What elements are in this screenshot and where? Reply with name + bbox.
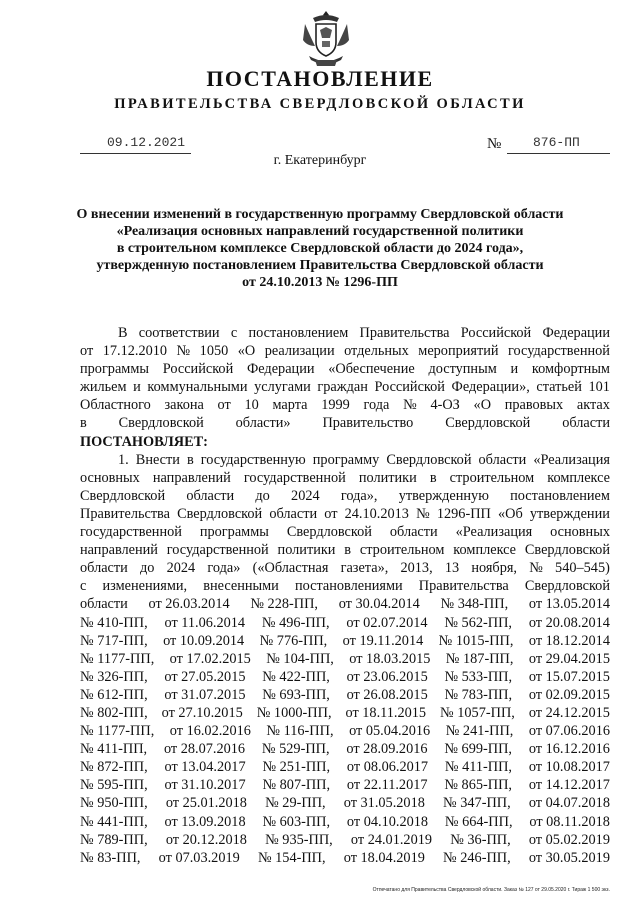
body-word: программы xyxy=(199,524,269,541)
body-word: от 19.11.2014 xyxy=(342,632,424,649)
body-word: от xyxy=(217,397,231,414)
body-word: реализации xyxy=(264,343,335,360)
body-word: № 410-ПП, xyxy=(80,614,148,631)
body-word: услугами xyxy=(254,379,311,396)
body-word: от 04.07.2018 xyxy=(528,795,610,812)
body-word: от 27.05.2015 xyxy=(164,668,246,685)
body-word: № 802-ПП, xyxy=(80,704,148,721)
body-word: от 10.09.2014 xyxy=(163,632,245,649)
document-body xyxy=(80,324,610,867)
body-word: Правительства xyxy=(359,325,450,341)
body-line xyxy=(80,722,610,740)
body-word: Свердловской xyxy=(524,578,610,595)
body-word: от 13.09.2018 xyxy=(164,813,246,830)
body-word: от 04.10.2018 xyxy=(346,813,429,830)
body-word: изменениями, xyxy=(102,578,188,595)
body-word: жильем xyxy=(80,379,127,396)
body-line xyxy=(80,414,610,432)
body-word: 24.10.2013 xyxy=(344,505,409,522)
document-heading xyxy=(60,206,580,291)
body-word: «Об xyxy=(498,505,523,522)
body-word: марта xyxy=(272,397,308,414)
body-word: Свердловской xyxy=(118,415,204,432)
body-word: № 441-ПП, xyxy=(80,813,148,830)
body-word: «Реализация xyxy=(533,451,610,468)
body-line xyxy=(80,794,610,812)
body-word: от 30.05.2019 xyxy=(528,849,610,866)
body-line xyxy=(80,559,610,577)
body-word: ПОСТАНОВЛЯЕТ: xyxy=(80,433,208,450)
body-word: от 28.09.2016 xyxy=(346,741,428,758)
body-word: № 36-ПП, xyxy=(450,831,511,848)
body-word: комплексе xyxy=(453,542,517,559)
body-word: № 1015-ПП, xyxy=(438,632,514,649)
body-word: от 17.02.2015 xyxy=(169,650,251,667)
body-word: области xyxy=(186,487,235,504)
body-word: от xyxy=(324,505,338,522)
body-word: № 422-ПП, xyxy=(262,668,330,685)
body-word: № 154-ПП, xyxy=(257,849,326,866)
body-word: № xyxy=(176,343,191,360)
body-word: № 104-ПП, xyxy=(266,650,334,667)
body-line xyxy=(80,378,610,396)
body-word: от 24.12.2015 xyxy=(528,704,610,721)
body-word: от 13.05.2014 xyxy=(528,596,610,613)
body-word: № 807-ПП, xyxy=(262,777,331,794)
body-word: 2024 xyxy=(166,560,196,577)
body-word: № 603-ПП, xyxy=(262,813,331,830)
body-line xyxy=(80,342,610,360)
body-word: области xyxy=(80,596,128,613)
body-line xyxy=(80,686,610,704)
body-word: от 31.10.2017 xyxy=(164,777,246,794)
body-word: в xyxy=(80,415,87,432)
body-word: от 08.06.2017 xyxy=(346,759,429,776)
body-word: от 11.06.2014 xyxy=(164,614,246,631)
body-word: от 05.04.2016 xyxy=(349,723,431,740)
body-word: Внести xyxy=(135,451,180,468)
body-word: № 872-ПП, xyxy=(80,759,148,776)
body-word: государственной xyxy=(80,524,182,541)
body-word: статьей xyxy=(536,379,582,396)
body-word: «О xyxy=(237,343,256,360)
body-word: 540–545) xyxy=(555,560,610,577)
body-word: утверждении xyxy=(529,505,610,522)
body-word: программы xyxy=(80,361,150,378)
heading-line: О внесении изменений в государственную программу Свердловской области xyxy=(76,207,564,222)
body-word: ноября, xyxy=(471,560,518,577)
body-word: № 251-ПП, xyxy=(262,759,331,776)
body-word: № 246-ПП, xyxy=(443,849,511,866)
body-word: («Областная xyxy=(252,560,329,577)
number-label: № xyxy=(487,136,502,152)
body-line xyxy=(80,632,610,650)
body-word: от 20.08.2014 xyxy=(528,614,610,631)
body-word: 13 xyxy=(444,560,460,577)
body-word: в xyxy=(429,469,437,486)
heading-line: «Реализация основных направлений государственной политики xyxy=(116,224,524,239)
body-word: внесенными xyxy=(203,578,279,595)
body-line xyxy=(80,505,610,523)
body-word: комплексе xyxy=(547,469,610,486)
body-word: № xyxy=(403,397,417,414)
body-word: № 326-ПП, xyxy=(80,668,148,685)
body-word: строительном xyxy=(449,469,535,486)
body-word: от 26.03.2014 xyxy=(148,596,230,613)
body-word: от xyxy=(80,343,94,360)
body-word: № 950-ПП, xyxy=(80,795,148,812)
body-line xyxy=(80,614,610,632)
body-word: «О xyxy=(473,397,492,414)
body-word: граждан xyxy=(317,379,368,396)
body-word: направлений xyxy=(152,469,231,486)
body-line xyxy=(80,758,610,776)
body-word: мероприятий xyxy=(418,343,499,360)
body-word: № 699-ПП, xyxy=(444,741,512,758)
body-word: области xyxy=(269,505,318,522)
body-line xyxy=(80,595,610,613)
body-word: постановлением xyxy=(510,487,610,504)
body-line xyxy=(80,577,610,595)
body-word: № 533-ПП, xyxy=(444,668,513,685)
body-word: коммунальными xyxy=(147,379,248,396)
body-word: Федерации», xyxy=(451,379,530,396)
body-word: области» xyxy=(235,415,291,432)
body-word: политики xyxy=(277,542,336,559)
body-word: от 18.04.2019 xyxy=(343,849,425,866)
body-word: 1296-ПП xyxy=(436,505,491,522)
body-word: 1. xyxy=(118,451,129,468)
body-word: № 228-ПП, xyxy=(250,596,318,613)
body-word: правовых xyxy=(504,397,564,414)
document-subtitle: ПРАВИТЕЛЬСТВА СВЕРДЛОВСКОЙ ОБЛАСТИ xyxy=(114,96,526,112)
body-word: от 16.12.2016 xyxy=(528,741,610,758)
body-line xyxy=(80,849,610,867)
body-word: № 865-ПП, xyxy=(444,777,512,794)
body-word: постановлением xyxy=(248,325,349,341)
body-line xyxy=(80,396,610,414)
body-word: Свердловской xyxy=(286,524,372,541)
body-word: от 18.11.2015 xyxy=(345,704,427,721)
body-word: доступным xyxy=(428,361,497,378)
body-word: области xyxy=(562,415,610,432)
body-word: № 562-ПП, xyxy=(444,614,512,631)
body-line xyxy=(80,487,610,505)
body-word: от 26.08.2015 xyxy=(346,686,428,703)
body-word: области xyxy=(389,524,438,541)
body-word: 2013, xyxy=(400,560,433,577)
body-word: Российской xyxy=(162,361,234,378)
document-number: 876-ПП xyxy=(533,135,580,150)
body-word: от 18.03.2015 xyxy=(349,650,431,667)
body-word: Свердловской xyxy=(386,451,472,468)
body-word: от 10.08.2017 xyxy=(528,759,610,776)
body-word: от 29.04.2015 xyxy=(528,650,610,667)
body-word: Правительство xyxy=(322,415,414,432)
body-word: программу xyxy=(312,451,380,468)
body-word: от 31.07.2015 xyxy=(164,686,246,703)
body-word: утвержденную xyxy=(398,487,489,504)
body-word: направлений xyxy=(80,542,158,559)
body-word: от 18.12.2014 xyxy=(528,632,610,649)
body-word: отдельных xyxy=(344,343,409,360)
body-word: от 24.01.2019 xyxy=(350,831,433,848)
body-word: № 789-ПП, xyxy=(80,831,148,848)
body-word: № 693-ПП, xyxy=(262,686,330,703)
document-date: 09.12.2021 xyxy=(107,135,186,150)
heading-line: утвержденную постановлением Правительства Свердловской области xyxy=(96,258,544,273)
body-word: Свердловской xyxy=(445,415,531,432)
body-word: с xyxy=(230,325,238,341)
body-line xyxy=(80,740,610,758)
body-word: от 08.11.2018 xyxy=(529,813,610,830)
body-line xyxy=(80,324,610,342)
body-word: соответствии xyxy=(138,325,220,341)
body-word: от 20.12.2018 xyxy=(165,831,247,848)
heading-line: в строительном комплексе Свердловской области до 2024 года», xyxy=(116,241,524,256)
body-word: № 187-ПП, xyxy=(445,650,514,667)
body-word: № 83-ПП, xyxy=(80,849,141,866)
body-word: от 15.07.2015 xyxy=(528,668,610,685)
body-word: области xyxy=(80,560,128,577)
body-word: № 783-ПП, xyxy=(444,686,513,703)
body-line xyxy=(80,776,610,794)
body-line xyxy=(80,433,610,451)
body-word: от 05.02.2019 xyxy=(528,831,610,848)
body-word: 10 xyxy=(244,397,259,414)
body-word: «Обеспечение xyxy=(328,361,415,378)
body-line xyxy=(80,668,610,686)
body-word: № 776-ПП, xyxy=(259,632,328,649)
body-word: Свердловской xyxy=(524,542,610,559)
body-word: Российской xyxy=(460,325,532,341)
body-word: основных xyxy=(550,524,610,541)
body-word: № 1177-ПП, xyxy=(80,723,155,740)
body-word: В xyxy=(118,325,128,341)
body-word: № xyxy=(529,560,543,577)
body-word: от 31.05.2018 xyxy=(343,795,425,812)
body-line xyxy=(80,523,610,541)
body-word: строительном xyxy=(359,542,445,559)
body-word: от 25.01.2018 xyxy=(165,795,247,812)
body-word: с xyxy=(80,578,87,595)
coat-of-arms-icon xyxy=(295,8,357,70)
body-word: актах xyxy=(576,397,610,414)
body-word: от 07.03.2019 xyxy=(158,849,240,866)
body-word: от 28.07.2016 xyxy=(163,741,246,758)
body-word: № 1057-ПП, xyxy=(440,704,515,721)
print-footer: Отпечатано для Правительства Свердловской области. Заказ № 127 от 29.05.2020 г. Тираж 1 500 экз. xyxy=(372,887,610,893)
body-word: Свердловской xyxy=(80,487,166,504)
body-line xyxy=(80,650,610,668)
body-word: № 411-ПП, xyxy=(444,759,512,776)
body-word: постановлениями xyxy=(294,578,403,595)
body-word: от 14.12.2017 xyxy=(528,777,610,794)
body-word: года», xyxy=(340,487,378,504)
body-word: 4-ОЗ xyxy=(430,397,460,414)
body-word: и xyxy=(133,379,141,396)
body-word: № 496-ПП, xyxy=(261,614,330,631)
body-word: от 23.06.2015 xyxy=(346,668,428,685)
body-word: государственную xyxy=(200,451,306,468)
body-word: Правительства xyxy=(80,505,170,522)
body-word: и xyxy=(510,361,519,378)
body-line xyxy=(80,469,610,487)
body-word: в xyxy=(344,542,352,559)
body-line xyxy=(80,451,610,469)
body-word: политики xyxy=(358,469,417,486)
body-word: от 02.07.2014 xyxy=(346,614,428,631)
body-word: № 612-ПП, xyxy=(80,686,148,703)
body-word: № 1000-ПП, xyxy=(256,704,332,721)
body-word: № 116-ПП, xyxy=(266,723,334,740)
body-word: Федерации xyxy=(542,325,610,341)
body-word: от 30.04.2014 xyxy=(338,596,420,613)
body-word: № 935-ПП, xyxy=(265,831,333,848)
body-word: Областного xyxy=(80,397,151,414)
body-word: Свердловской xyxy=(177,505,263,522)
body-word: от 07.06.2016 xyxy=(528,723,610,740)
body-word: № 664-ПП, xyxy=(444,813,513,830)
body-word: № 347-ПП, xyxy=(443,795,511,812)
body-word: закона xyxy=(164,397,204,414)
body-word: до xyxy=(139,560,155,577)
heading-line: от 24.10.2013 № 1296-ПП xyxy=(242,275,398,290)
body-word: комфортным xyxy=(531,361,610,378)
body-word: «Реализация xyxy=(455,524,533,541)
body-word: от 13.04.2017 xyxy=(164,759,246,776)
body-word: года xyxy=(363,397,390,414)
body-word: до xyxy=(255,487,270,504)
body-word: от 27.10.2015 xyxy=(161,704,243,721)
body-word: государственной xyxy=(243,469,346,486)
city: г. Екатеринбург xyxy=(273,153,367,168)
body-line xyxy=(80,360,610,378)
body-word: 2024 xyxy=(291,487,320,504)
body-word: 101 xyxy=(588,379,610,396)
body-word: Правительства xyxy=(418,578,509,595)
body-word: 1999 xyxy=(321,397,350,414)
body-word: от 16.02.2016 xyxy=(169,723,251,740)
body-word: 1050 xyxy=(199,343,229,360)
body-word: Федерации xyxy=(246,361,315,378)
document-title: ПОСТАНОВЛЕНИЕ xyxy=(206,66,434,91)
body-word: № 1177-ПП, xyxy=(80,650,155,667)
body-word: государственной xyxy=(508,343,610,360)
body-word: № 529-ПП, xyxy=(261,741,330,758)
body-line xyxy=(80,813,610,831)
body-line xyxy=(80,541,610,559)
body-word: от 22.11.2017 xyxy=(346,777,428,794)
body-word: от 02.09.2015 xyxy=(528,686,610,703)
body-word: № 348-ПП, xyxy=(440,596,509,613)
body-word: № 411-ПП, xyxy=(80,741,148,758)
body-word: Российской xyxy=(374,379,445,396)
body-word: 17.12.2010 xyxy=(102,343,168,360)
body-line xyxy=(80,704,610,722)
body-word: № 717-ПП, xyxy=(80,632,148,649)
body-word: в xyxy=(186,451,194,468)
body-word: основных xyxy=(80,469,140,486)
body-word: № 29-ПП, xyxy=(265,795,326,812)
body-word: № 241-ПП, xyxy=(445,723,514,740)
body-word: газета», xyxy=(340,560,389,577)
body-word: № xyxy=(416,505,430,522)
body-word: государственной xyxy=(166,542,269,559)
body-word: года» xyxy=(207,560,241,577)
body-word: области xyxy=(478,451,527,468)
body-word: № 595-ПП, xyxy=(80,777,148,794)
body-line xyxy=(80,831,610,849)
